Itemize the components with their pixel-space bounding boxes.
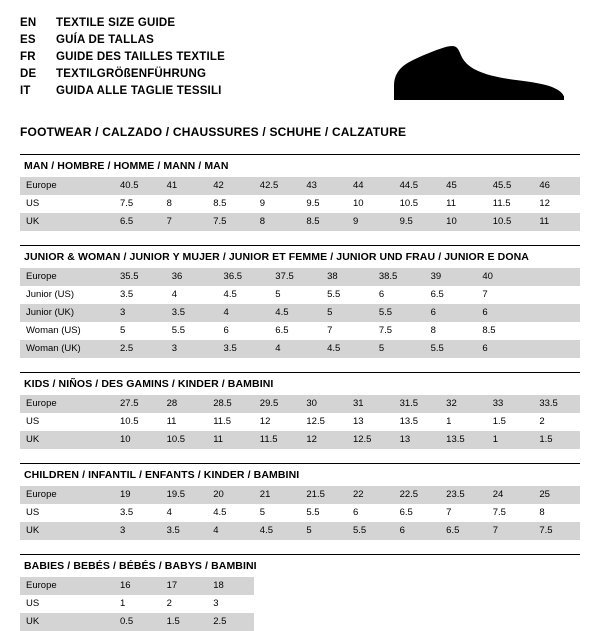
cell: 12.5 — [347, 431, 394, 449]
size-table-man — [20, 177, 580, 231]
cell: 7.5 — [487, 504, 534, 522]
cell — [347, 577, 394, 595]
group-title: BABIES / BEBÉS / BÉBÉS / BABYS / BAMBINI — [20, 554, 580, 577]
cell: 1.5 — [533, 431, 580, 449]
cell: 20 — [207, 486, 254, 504]
cell — [487, 595, 534, 613]
cell: 4.5 — [269, 304, 321, 322]
size-group-kids — [20, 372, 580, 449]
row-label: UK — [20, 613, 114, 631]
cell: 5 — [114, 322, 166, 340]
cell: 8 — [254, 213, 301, 231]
row-label: Woman (US) — [20, 322, 114, 340]
cell: 42 — [207, 177, 254, 195]
cell: 11 — [440, 195, 487, 213]
cell: 9.5 — [300, 195, 347, 213]
table-row — [20, 340, 580, 358]
group-title: KIDS / NIÑOS / DES GAMINS / KINDER / BAMBINI — [20, 372, 580, 395]
row-label: Europe — [20, 577, 114, 595]
row-label: Junior (UK) — [20, 304, 114, 322]
cell: 43 — [300, 177, 347, 195]
cell — [347, 595, 394, 613]
cell: 10.5 — [114, 413, 161, 431]
language-title: TEXTILGRÖßENFÜHRUNG — [56, 68, 207, 80]
cell: 6 — [373, 286, 425, 304]
cell: 9 — [254, 195, 301, 213]
cell: 44.5 — [394, 177, 441, 195]
cell: 2 — [161, 595, 208, 613]
table-row — [20, 213, 580, 231]
cell: 27.5 — [114, 395, 161, 413]
cell: 37.5 — [269, 268, 321, 286]
cell: 8.5 — [300, 213, 347, 231]
cell: 6.5 — [114, 213, 161, 231]
cell: 5.5 — [300, 504, 347, 522]
row-label: US — [20, 195, 114, 213]
cell: 6 — [394, 522, 441, 540]
table-row — [20, 577, 580, 595]
cell: 7.5 — [114, 195, 161, 213]
cell — [300, 595, 347, 613]
cell: 9.5 — [394, 213, 441, 231]
cell: 7 — [321, 322, 373, 340]
cell: 10 — [114, 431, 161, 449]
cell — [394, 577, 441, 595]
cell: 6 — [476, 304, 528, 322]
cell: 21 — [254, 486, 301, 504]
cell: 7.5 — [373, 322, 425, 340]
language-code: ES — [20, 34, 36, 46]
footwear-category-title: FOOTWEAR / CALZADO / CHAUSSURES / SCHUHE / CALZATURE — [20, 125, 407, 139]
cell: 5.5 — [166, 322, 218, 340]
dress-shoe-icon — [388, 38, 568, 108]
cell: 16 — [114, 577, 161, 595]
cell: 22.5 — [394, 486, 441, 504]
cell: 1 — [440, 413, 487, 431]
language-title: TEXTILE SIZE GUIDE — [56, 17, 176, 29]
cell — [440, 595, 487, 613]
cell: 38 — [321, 268, 373, 286]
cell: 2 — [533, 413, 580, 431]
table-row — [20, 195, 580, 213]
cell — [300, 577, 347, 595]
cell — [533, 613, 580, 631]
cell: 8.5 — [476, 322, 528, 340]
table-row — [20, 522, 580, 540]
table-row — [20, 286, 580, 304]
cell: 9 — [347, 213, 394, 231]
cell — [487, 613, 534, 631]
cell: 17 — [161, 577, 208, 595]
cell: 4 — [218, 304, 270, 322]
cell: 4.5 — [254, 522, 301, 540]
cell: 31 — [347, 395, 394, 413]
row-label: Europe — [20, 268, 114, 286]
table-row — [20, 504, 580, 522]
cell — [528, 304, 580, 322]
group-title: MAN / HOMBRE / HOMME / MANN / MAN — [20, 154, 580, 177]
cell: 38.5 — [373, 268, 425, 286]
row-label: Junior (US) — [20, 286, 114, 304]
cell — [533, 595, 580, 613]
row-label: US — [20, 595, 114, 613]
cell: 36 — [166, 268, 218, 286]
cell: 3.5 — [114, 504, 161, 522]
language-row — [20, 16, 225, 33]
cell: 36.5 — [218, 268, 270, 286]
cell: 7.5 — [533, 522, 580, 540]
language-code: EN — [20, 17, 37, 29]
cell: 13.5 — [394, 413, 441, 431]
table-row — [20, 177, 580, 195]
cell: 1.5 — [161, 613, 208, 631]
cell: 10 — [440, 213, 487, 231]
cell: 3 — [207, 595, 254, 613]
size-table-junior-woman — [20, 268, 580, 358]
table-row — [20, 268, 580, 286]
cell: 40 — [476, 268, 528, 286]
cell: 33 — [487, 395, 534, 413]
cell: 10 — [347, 195, 394, 213]
language-row — [20, 84, 225, 101]
size-table-babies — [20, 577, 580, 631]
cell: 12 — [300, 431, 347, 449]
size-group-man — [20, 154, 580, 231]
table-row — [20, 322, 580, 340]
cell — [300, 613, 347, 631]
language-row — [20, 50, 225, 67]
cell: 5 — [321, 304, 373, 322]
cell: 44 — [347, 177, 394, 195]
cell — [528, 322, 580, 340]
cell: 19 — [114, 486, 161, 504]
cell: 10.5 — [394, 195, 441, 213]
cell: 12 — [533, 195, 580, 213]
row-label: US — [20, 504, 114, 522]
cell: 7 — [476, 286, 528, 304]
cell — [254, 595, 301, 613]
cell: 11.5 — [487, 195, 534, 213]
cell — [528, 340, 580, 358]
language-title: GUÍA DE TALLAS — [56, 34, 154, 46]
cell: 6 — [476, 340, 528, 358]
cell: 24 — [487, 486, 534, 504]
cell: 11 — [533, 213, 580, 231]
cell: 4.5 — [321, 340, 373, 358]
language-row — [20, 67, 225, 84]
cell: 32 — [440, 395, 487, 413]
cell: 39 — [425, 268, 477, 286]
cell: 5 — [269, 286, 321, 304]
cell: 4.5 — [218, 286, 270, 304]
cell: 5 — [254, 504, 301, 522]
cell: 8.5 — [207, 195, 254, 213]
size-table-children — [20, 486, 580, 540]
row-label: Woman (UK) — [20, 340, 114, 358]
cell: 30 — [300, 395, 347, 413]
cell: 3 — [114, 522, 161, 540]
cell: 1 — [487, 431, 534, 449]
cell — [528, 268, 580, 286]
language-code: DE — [20, 68, 37, 80]
cell — [440, 613, 487, 631]
cell: 28 — [161, 395, 208, 413]
cell: 28.5 — [207, 395, 254, 413]
cell: 4 — [269, 340, 321, 358]
row-label: UK — [20, 431, 114, 449]
cell — [254, 613, 301, 631]
cell: 5.5 — [347, 522, 394, 540]
size-group-children — [20, 463, 580, 540]
cell: 3.5 — [114, 286, 166, 304]
language-row — [20, 33, 225, 50]
cell: 3 — [114, 304, 166, 322]
cell: 7 — [487, 522, 534, 540]
row-label: UK — [20, 522, 114, 540]
group-title: JUNIOR & WOMAN / JUNIOR Y MUJER / JUNIOR ET FEMME / JUNIOR UND FRAU / JUNIOR E DONA — [20, 245, 580, 268]
cell: 13 — [394, 431, 441, 449]
cell: 11.5 — [254, 431, 301, 449]
cell — [528, 286, 580, 304]
cell: 6.5 — [425, 286, 477, 304]
cell — [440, 577, 487, 595]
document-header — [20, 16, 580, 116]
cell: 41 — [161, 177, 208, 195]
row-label: Europe — [20, 395, 114, 413]
cell: 7 — [161, 213, 208, 231]
cell: 8 — [533, 504, 580, 522]
cell: 3.5 — [166, 304, 218, 322]
cell: 29.5 — [254, 395, 301, 413]
cell — [487, 577, 534, 595]
size-group-babies — [20, 554, 580, 631]
cell: 6 — [218, 322, 270, 340]
cell: 23.5 — [440, 486, 487, 504]
language-code: FR — [20, 51, 36, 63]
row-label: US — [20, 413, 114, 431]
cell: 7.5 — [207, 213, 254, 231]
cell: 6 — [347, 504, 394, 522]
cell: 3 — [166, 340, 218, 358]
cell: 18 — [207, 577, 254, 595]
cell: 10.5 — [161, 431, 208, 449]
cell: 5 — [300, 522, 347, 540]
cell: 11.5 — [207, 413, 254, 431]
cell: 3.5 — [218, 340, 270, 358]
cell: 45.5 — [487, 177, 534, 195]
cell: 13 — [347, 413, 394, 431]
cell: 6.5 — [440, 522, 487, 540]
cell: 2.5 — [207, 613, 254, 631]
cell: 5.5 — [373, 304, 425, 322]
cell: 11 — [161, 413, 208, 431]
row-label: Europe — [20, 177, 114, 195]
table-row — [20, 595, 580, 613]
cell: 6.5 — [269, 322, 321, 340]
language-code: IT — [20, 85, 31, 97]
cell: 0.5 — [114, 613, 161, 631]
table-row — [20, 413, 580, 431]
table-row — [20, 395, 580, 413]
table-row — [20, 431, 580, 449]
cell: 12 — [254, 413, 301, 431]
cell: 22 — [347, 486, 394, 504]
cell: 1 — [114, 595, 161, 613]
cell: 45 — [440, 177, 487, 195]
cell: 25 — [533, 486, 580, 504]
group-title: CHILDREN / INFANTIL / ENFANTS / KINDER / BAMBINI — [20, 463, 580, 486]
cell: 1.5 — [487, 413, 534, 431]
cell: 4 — [161, 504, 208, 522]
language-title: GUIDE DES TAILLES TEXTILE — [56, 51, 225, 63]
cell: 2.5 — [114, 340, 166, 358]
cell: 5.5 — [321, 286, 373, 304]
language-title-table — [20, 16, 225, 101]
cell: 5.5 — [425, 340, 477, 358]
cell: 6 — [425, 304, 477, 322]
cell: 8 — [161, 195, 208, 213]
cell: 4.5 — [207, 504, 254, 522]
cell — [254, 577, 301, 595]
row-label: UK — [20, 213, 114, 231]
cell: 33.5 — [533, 395, 580, 413]
cell — [394, 613, 441, 631]
cell: 7 — [440, 504, 487, 522]
size-group-junior-woman — [20, 245, 580, 358]
cell: 13.5 — [440, 431, 487, 449]
cell: 6.5 — [394, 504, 441, 522]
cell: 4 — [207, 522, 254, 540]
cell: 11 — [207, 431, 254, 449]
cell — [394, 595, 441, 613]
cell: 21.5 — [300, 486, 347, 504]
cell: 35.5 — [114, 268, 166, 286]
table-row — [20, 613, 580, 631]
cell: 5 — [373, 340, 425, 358]
row-label: Europe — [20, 486, 114, 504]
cell: 42.5 — [254, 177, 301, 195]
cell — [533, 577, 580, 595]
cell: 31.5 — [394, 395, 441, 413]
cell: 40.5 — [114, 177, 161, 195]
cell — [347, 613, 394, 631]
cell: 19.5 — [161, 486, 208, 504]
cell: 12.5 — [300, 413, 347, 431]
table-row — [20, 486, 580, 504]
language-title: GUIDA ALLE TAGLIE TESSILI — [56, 85, 222, 97]
cell: 46 — [533, 177, 580, 195]
cell: 10.5 — [487, 213, 534, 231]
cell: 4 — [166, 286, 218, 304]
cell: 3.5 — [161, 522, 208, 540]
language-title-rows — [20, 16, 225, 101]
size-table-kids — [20, 395, 580, 449]
table-row — [20, 304, 580, 322]
cell: 8 — [425, 322, 477, 340]
